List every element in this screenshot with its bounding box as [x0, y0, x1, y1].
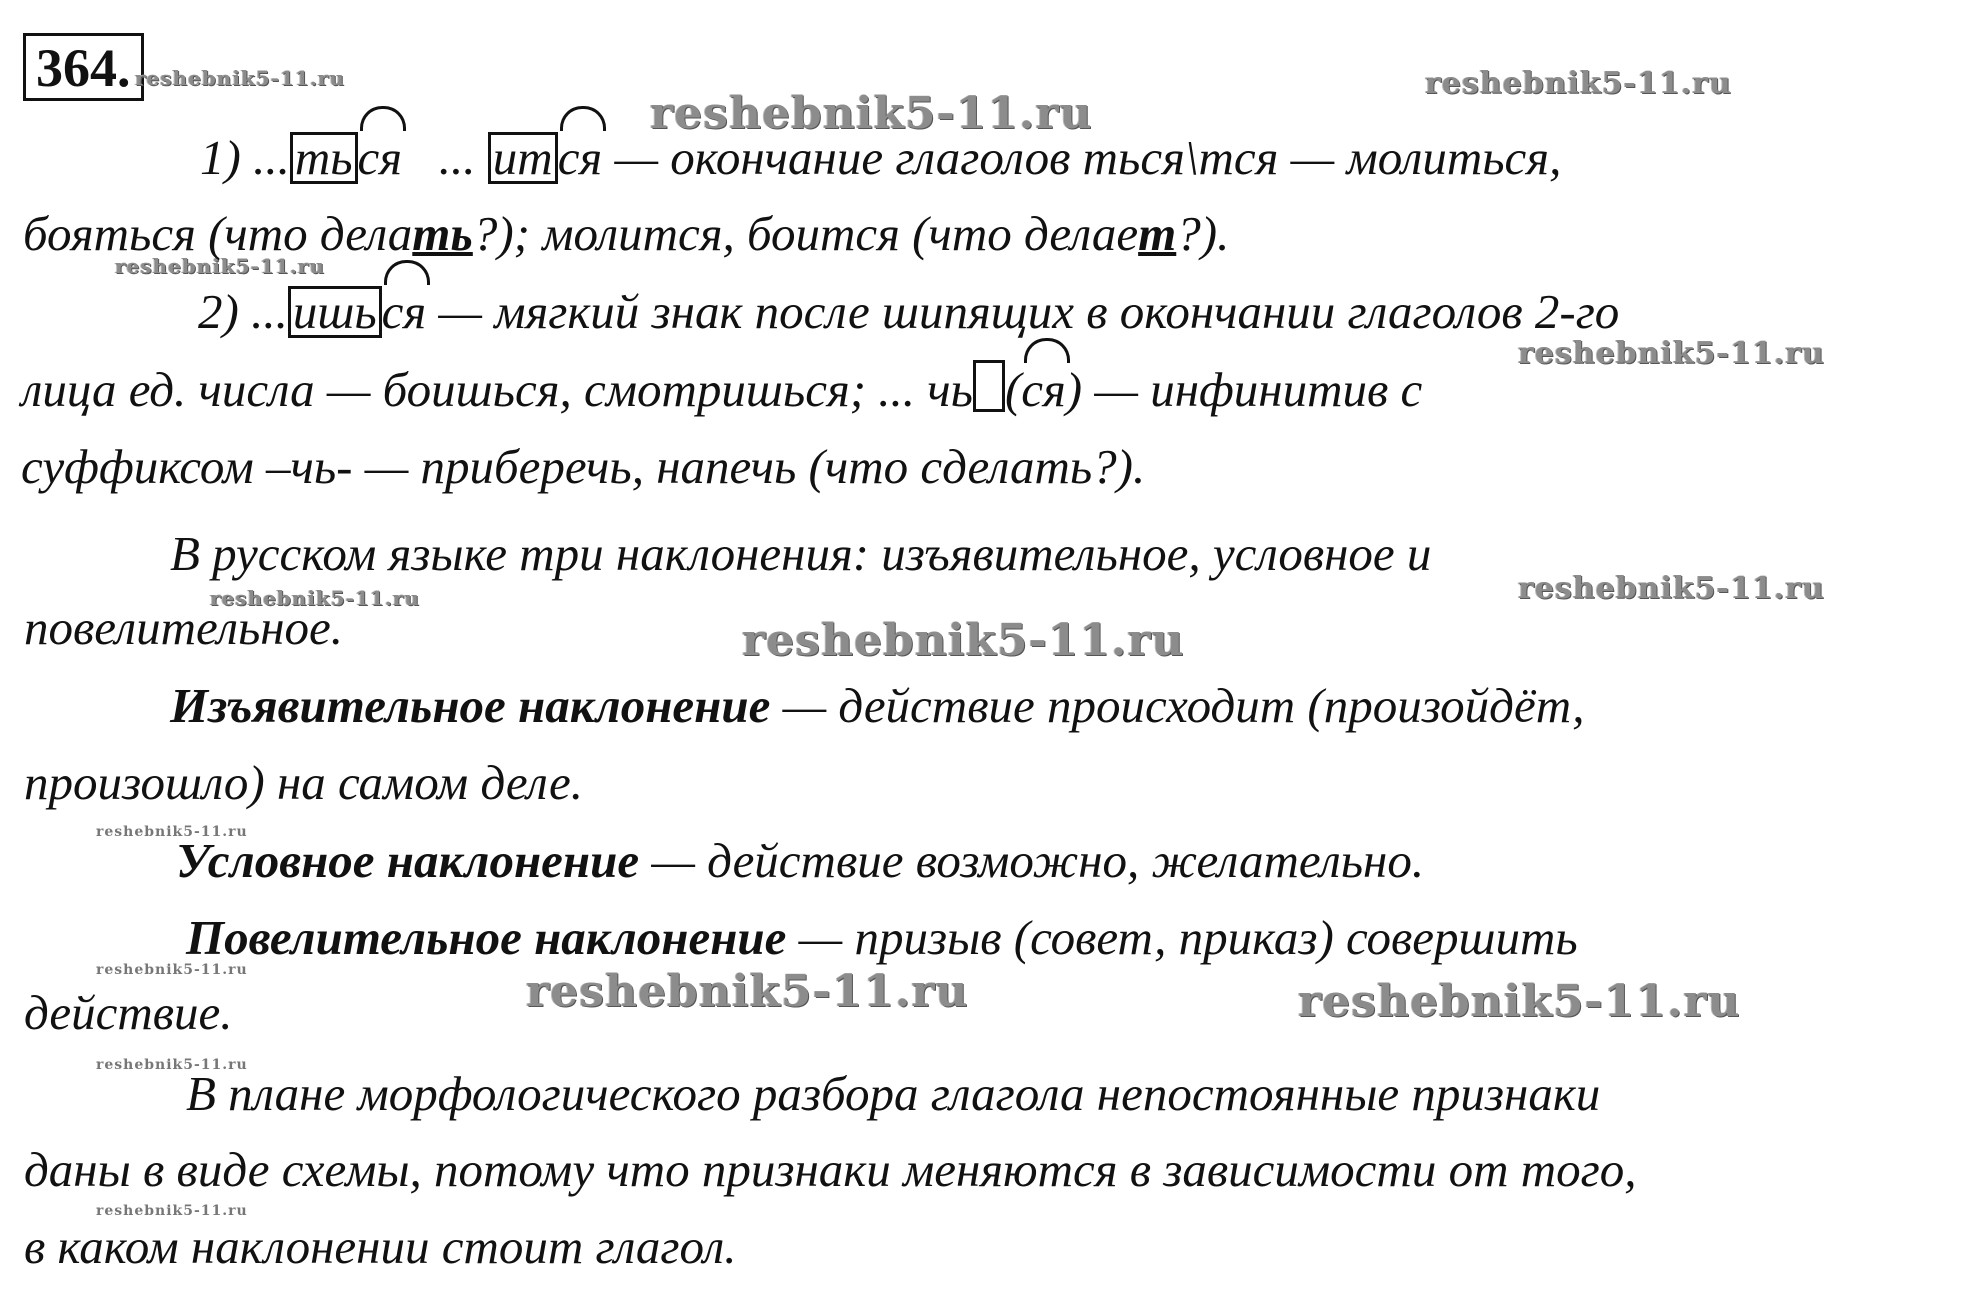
text: — призыв (совет, приказ) совершить — [786, 910, 1578, 965]
p6-line1 — [186, 908, 1578, 968]
p6-line2: действие. — [24, 985, 233, 1040]
morpheme-box-ending: ит — [488, 132, 558, 184]
watermark: reshebnik5-11.ru — [526, 966, 969, 1017]
watermark: reshebnik5-11.ru — [742, 615, 1185, 666]
p4-line1 — [170, 676, 1585, 736]
p4-line2: произошло) на самом деле. — [24, 755, 583, 810]
p2-line2 — [21, 360, 1422, 420]
text: лица ед. числа — боишься, смотришься; ... чь — [21, 362, 973, 417]
text: — действие возможно, желательно. — [639, 833, 1425, 888]
morpheme-box-ending: ишь — [288, 286, 382, 338]
suffix-arc: ся — [358, 128, 403, 188]
p7-line2: даны в виде схемы, потому что признаки меняются в зависимости от того, — [24, 1142, 1637, 1197]
watermark: reshebnik5-11.ru — [115, 254, 325, 278]
term-conditional: Условное наклонение — [176, 833, 640, 888]
watermark: reshebnik5-11.ru — [96, 1057, 248, 1073]
watermark: reshebnik5-11.ru — [1518, 571, 1825, 606]
text: 2) ... — [198, 284, 288, 339]
p3-line2: повелительное. — [24, 600, 344, 655]
watermark: reshebnik5-11.ru — [1518, 336, 1825, 371]
suffix-arc: ся — [558, 128, 603, 188]
watermark: reshebnik5-11.ru — [1425, 66, 1732, 101]
p1-line2 — [23, 204, 1229, 264]
underlined-ending: т — [1138, 206, 1177, 261]
p7-line3: в каком наклонении стоит глагол. — [24, 1219, 737, 1274]
watermark: reshebnik5-11.ru — [650, 88, 1093, 139]
p5-line1 — [176, 831, 1424, 891]
text: 1) ... — [200, 130, 290, 185]
text: ?). — [1176, 206, 1230, 261]
term-indicative: Изъявительное наклонение — [170, 678, 771, 733]
watermark: reshebnik5-11.ru — [96, 1203, 248, 1219]
p2-line1 — [198, 282, 1619, 342]
empty-ending-box — [973, 360, 1005, 412]
text: — окончание глаголов ться\тся — молиться, — [602, 130, 1562, 185]
watermark: reshebnik5-11.ru — [96, 962, 248, 978]
watermark: reshebnik5-11.ru — [210, 586, 420, 610]
underlined-ending: ть — [412, 206, 473, 261]
suffix-arc: (ся) — [1005, 360, 1082, 420]
text: — инфинитив с — [1082, 362, 1423, 417]
p3-line1: В русском языке три наклонения: изъявительное, условное и — [170, 526, 1432, 581]
watermark: reshebnik5-11.ru — [1298, 976, 1741, 1027]
text: ... — [402, 130, 488, 185]
exercise-number: 364. — [23, 33, 144, 101]
text: ?); молится, боится (что делае — [472, 206, 1139, 261]
term-imperative: Повелительное наклонение — [186, 910, 787, 965]
suffix-arc: ся — [382, 282, 427, 342]
p1-line1 — [200, 128, 1561, 188]
text: — мягкий знак после шипящих в окончании глаголов 2-го — [426, 284, 1620, 339]
text: бояться (что дела — [23, 206, 413, 261]
p2-line3: суффиксом –чь- — приберечь, напечь (что сделать?). — [21, 439, 1146, 494]
text: — действие происходит (произойдёт, — [770, 678, 1585, 733]
watermark: reshebnik5-11.ru — [96, 824, 248, 840]
p7-line1: В плане морфологического разбора глагола непостоянные признаки — [186, 1066, 1601, 1121]
watermark: reshebnik5-11.ru — [135, 66, 345, 90]
morpheme-box-ending: ть — [290, 132, 358, 184]
